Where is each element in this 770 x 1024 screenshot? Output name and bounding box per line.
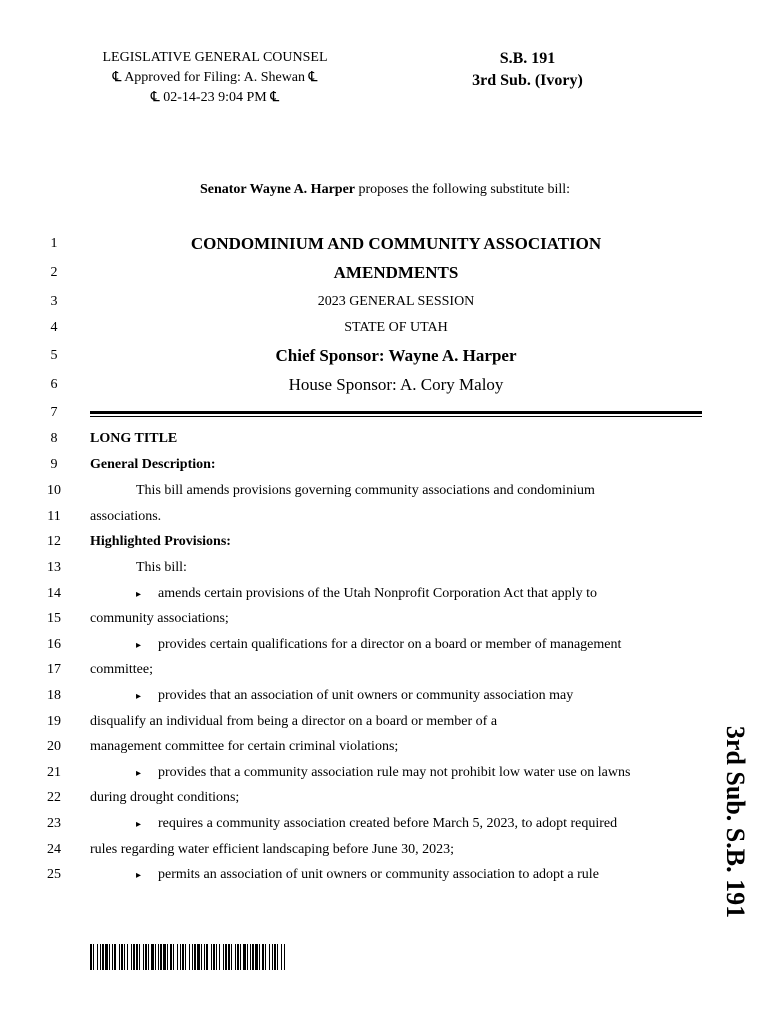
line-number: 23	[47, 816, 61, 831]
counsel-title: LEGISLATIVE GENERAL COUNSEL	[102, 50, 328, 65]
line-number: 7	[50, 405, 58, 420]
bill-identifier	[455, 48, 600, 92]
body-text-line: This bill amends provisions governing community associations and condominium	[136, 483, 595, 498]
barcode-icon	[90, 944, 285, 970]
body-text-line: community associations;	[90, 611, 229, 626]
bill-title-line-1: CONDOMINIUM AND COMMUNITY ASSOCIATION	[190, 234, 602, 253]
approval-timestamp: ℄ 02-14-23 9:04 PM ℄	[150, 90, 280, 105]
provision-bullet-item	[90, 765, 748, 781]
proposal-text: proposes the following substitute bill:	[355, 182, 571, 197]
body-text-line: management committee for certain criminal violations;	[90, 739, 399, 754]
line-number: 2	[50, 265, 58, 280]
body-text-line: committee;	[90, 662, 153, 677]
line-number: 19	[47, 714, 61, 729]
title-divider-thin	[90, 416, 702, 417]
section-heading-long-title: LONG TITLE	[90, 431, 178, 446]
session-label: 2023 GENERAL SESSION	[317, 294, 475, 309]
body-text-line: associations.	[90, 509, 162, 524]
line-number: 25	[47, 867, 61, 882]
provision-bullet-item	[90, 586, 748, 602]
line-number: 9	[50, 457, 58, 472]
line-number: 24	[47, 842, 61, 857]
line-number: 10	[47, 483, 61, 498]
line-number: 21	[47, 765, 61, 780]
section-heading-highlighted-provisions: Highlighted Provisions:	[90, 534, 231, 549]
body-text-line: disqualify an individual from being a director on a board or member of a	[90, 714, 498, 729]
line-number: 14	[47, 586, 61, 601]
provision-text: requires a community association created before March 5, 2023, to adopt required	[158, 816, 618, 831]
legislative-counsel-header	[90, 48, 340, 108]
bill-number: S.B. 191	[499, 50, 556, 67]
bullet-icon: ▸	[136, 768, 142, 779]
body-text-line: during drought conditions;	[90, 790, 240, 805]
line-number: 4	[50, 320, 58, 335]
line-number: 16	[47, 637, 61, 652]
line-number: 12	[47, 534, 61, 549]
bullet-icon: ▸	[136, 691, 142, 702]
line-number: 17	[47, 662, 61, 677]
title-divider-thick	[90, 411, 702, 414]
line-number: 5	[50, 348, 58, 363]
proposal-statement	[0, 182, 770, 198]
provision-text: provides that an association of unit owners or community association may	[158, 688, 574, 703]
provision-bullet-item	[90, 637, 748, 653]
provision-text: provides that a community association rule may not prohibit low water use on lawns	[158, 765, 631, 780]
provision-bullet-item	[90, 688, 748, 704]
line-number: 20	[47, 739, 61, 754]
line-number: 3	[50, 294, 58, 309]
bullet-icon: ▸	[136, 589, 142, 600]
substitute-label: 3rd Sub. (Ivory)	[472, 72, 583, 89]
provision-text: amends certain provisions of the Utah Nonprofit Corporation Act that apply to	[158, 586, 597, 601]
bill-title-line-2: AMENDMENTS	[333, 263, 459, 282]
bullet-icon: ▸	[136, 640, 142, 651]
approval-line: ℄ Approved for Filing: A. Shewan ℄	[112, 70, 318, 85]
line-number: 18	[47, 688, 61, 703]
provision-text: permits an association of unit owners or community association to adopt a rule	[158, 867, 599, 882]
proposal-sponsor: Senator Wayne A. Harper	[199, 182, 355, 197]
chief-sponsor: Chief Sponsor: Wayne A. Harper	[275, 346, 517, 365]
state-label: STATE OF UTAH	[344, 320, 448, 335]
line-number: 15	[47, 611, 61, 626]
provision-text: provides certain qualifications for a director on a board or member of management	[158, 637, 622, 652]
body-text-line: rules regarding water efficient landscaping before June 30, 2023;	[90, 842, 454, 857]
line-number: 13	[47, 560, 61, 575]
house-sponsor: House Sponsor: A. Cory Maloy	[288, 375, 504, 394]
side-bill-label: 3rd Sub. S.B. 191	[721, 725, 750, 919]
line-number: 8	[50, 431, 58, 446]
line-number: 6	[50, 377, 58, 392]
bullet-icon: ▸	[136, 870, 142, 881]
provision-bullet-item	[90, 867, 748, 883]
line-number: 22	[47, 790, 61, 805]
line-number: 11	[47, 509, 61, 524]
provision-bullet-item	[90, 816, 748, 832]
line-number: 1	[50, 236, 58, 251]
body-text-line: This bill:	[136, 560, 187, 575]
section-heading-general-description: General Description:	[90, 457, 216, 472]
bullet-icon: ▸	[136, 819, 142, 830]
